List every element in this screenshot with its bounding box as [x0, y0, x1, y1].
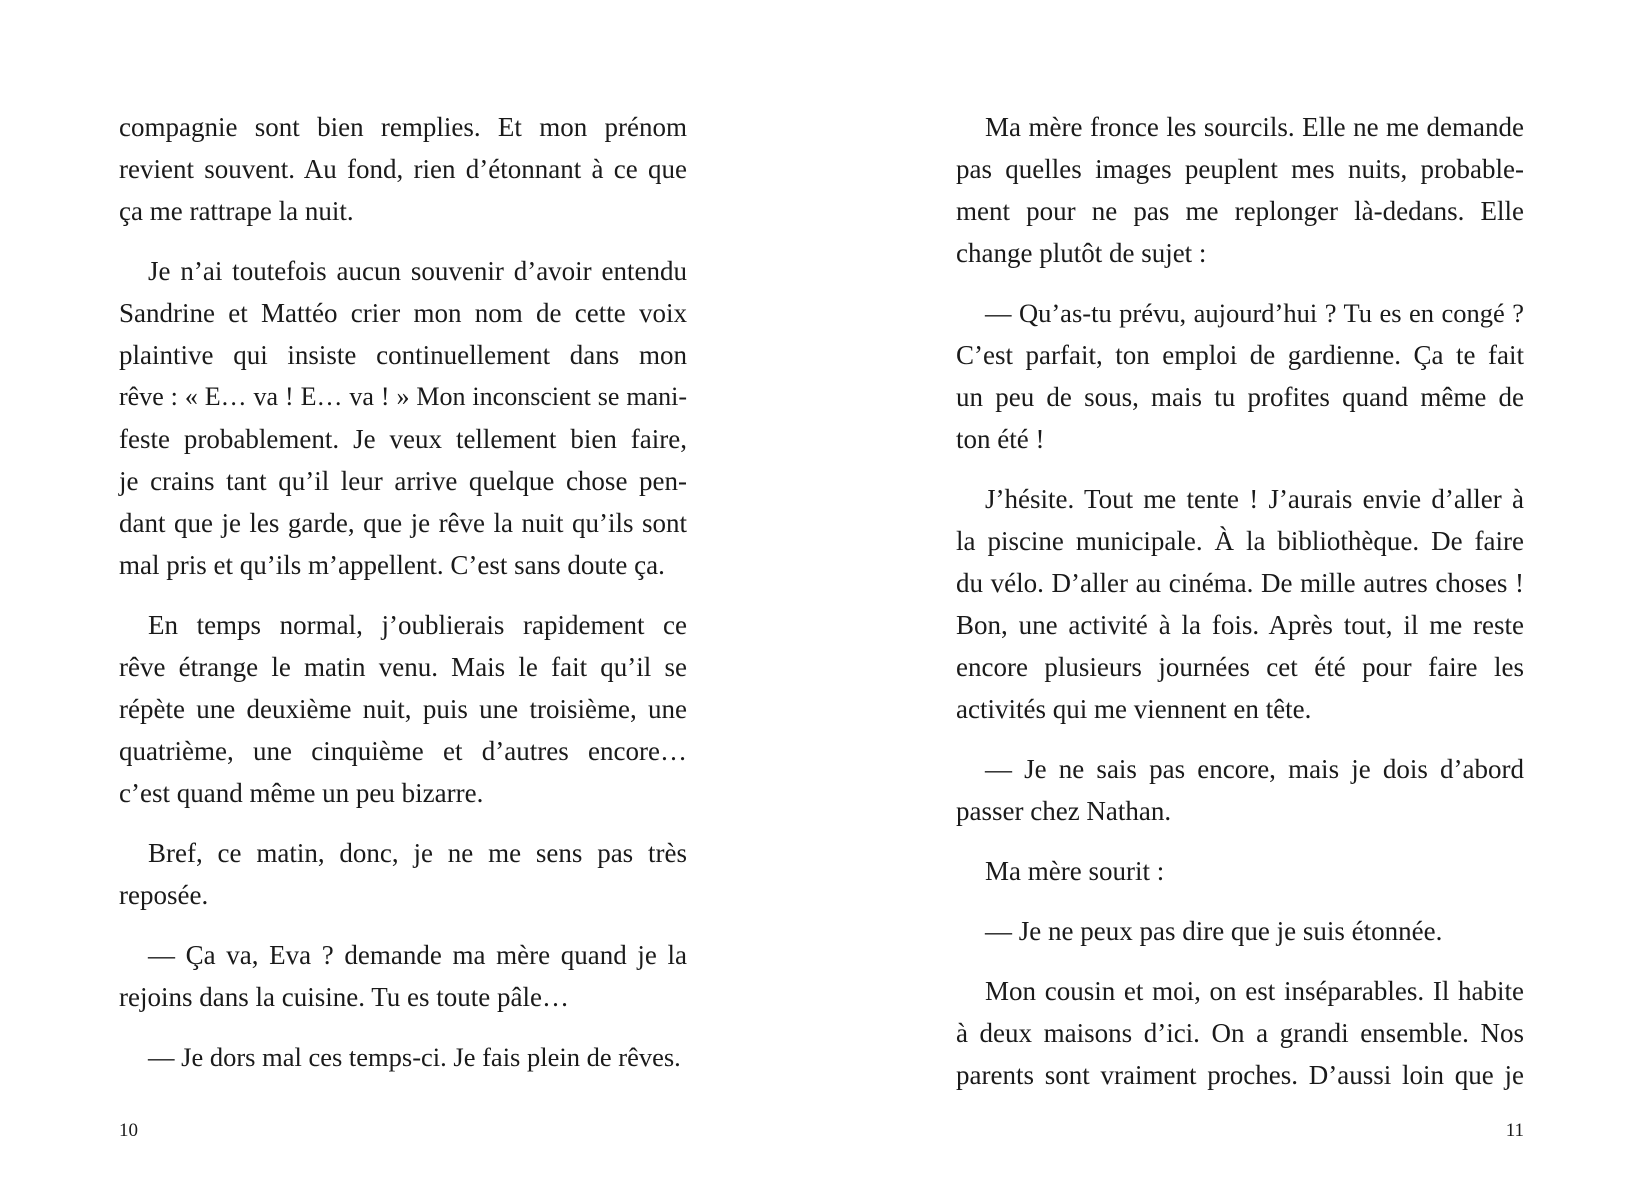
text-line: parents sont vraiment proches. D’aussi loin que je — [956, 1060, 1524, 1090]
text-line: c’est quand même un peu bizarre. — [119, 778, 484, 808]
left-page — [119, 0, 687, 1200]
text-line: Mon cousin et moi, on est inséparables. Il habite — [985, 976, 1524, 1006]
text-line: passer chez Nathan. — [956, 796, 1172, 826]
text-line: quatrième, une cinquième et d’autres encore… — [119, 736, 687, 766]
text-line: ment pour ne pas me replonger là-dedans. Elle — [956, 196, 1524, 226]
paragraph — [956, 106, 1524, 274]
text-line: la piscine municipale. À la bibliothèque. De faire — [956, 526, 1524, 556]
text-line: ton été ! — [956, 424, 1045, 454]
paragraph — [119, 250, 687, 586]
text-line: change plutôt de sujet : — [956, 238, 1207, 268]
text-line: — Je ne sais pas encore, mais je dois d’abord — [985, 754, 1524, 784]
text-line: — Je dors mal ces temps-ci. Je fais plein de rêves. — [148, 1042, 681, 1072]
text-line: Ma mère sourit : — [985, 856, 1165, 886]
text-line: mal pris et qu’ils m’appellent. C’est sans doute ça. — [119, 550, 665, 580]
text-line: Bon, une activité à la fois. Après tout, il me reste — [956, 610, 1524, 640]
paragraph — [956, 850, 1524, 892]
text-line: — Je ne peux pas dire que je suis étonnée. — [985, 916, 1443, 946]
page-number: 11 — [1505, 1120, 1524, 1141]
text-line: activités qui me viennent en tête. — [956, 694, 1312, 724]
text-line: plaintive qui insiste continuellement dans mon — [119, 340, 687, 370]
text-line: Sandrine et Mattéo crier mon nom de cette voix — [119, 298, 687, 328]
text-line: J’hésite. Tout me tente ! J’aurais envie d’aller à — [985, 484, 1524, 514]
paragraph — [119, 1036, 687, 1078]
text-line: dant que je les garde, que je rêve la nuit qu’ils sont — [119, 508, 687, 538]
paragraph — [119, 106, 687, 232]
text-line: je crains tant qu’il leur arrive quelque chose pen- — [119, 466, 687, 496]
left-page-text — [119, 106, 687, 1096]
right-page — [956, 0, 1524, 1200]
text-line: encore plusieurs journées cet été pour faire les — [956, 652, 1524, 682]
text-line: reposée. — [119, 880, 209, 910]
text-line: En temps normal, j’oublierais rapidement ce — [148, 610, 687, 640]
text-line: à deux maisons d’ici. On a grandi ensemble. Nos — [956, 1018, 1524, 1048]
text-line: un peu de sous, mais tu profites quand même de — [956, 382, 1524, 412]
text-line: Je n’ai toutefois aucun souvenir d’avoir entendu — [148, 256, 687, 286]
text-line: rêve : « E… va ! E… va ! » Mon inconscient se mani- — [119, 382, 687, 411]
right-page-text — [956, 106, 1524, 1114]
text-line: C’est parfait, ton emploi de gardienne. Ça te fait — [956, 340, 1524, 370]
text-line: — Qu’as-tu prévu, aujourd’hui ? Tu es en congé ? — [985, 298, 1524, 328]
text-line: répète une deuxième nuit, puis une troisième, une — [119, 694, 687, 724]
paragraph — [956, 910, 1524, 952]
text-line: rejoins dans la cuisine. Tu es toute pâle… — [119, 982, 569, 1012]
text-line: ça me rattrape la nuit. — [119, 196, 354, 226]
paragraph — [956, 292, 1524, 460]
paragraph — [956, 478, 1524, 730]
text-line: — Ça va, Eva ? demande ma mère quand je la — [148, 940, 687, 970]
text-line: revient souvent. Au fond, rien d’étonnant à ce que — [119, 154, 687, 184]
text-line: Ma mère fronce les sourcils. Elle ne me demande — [985, 112, 1524, 142]
text-line: du vélo. D’aller au cinéma. De mille autres choses ! — [956, 568, 1524, 598]
text-line: rêve étrange le matin venu. Mais le fait qu’il se — [119, 652, 687, 682]
page-number: 10 — [119, 1120, 138, 1141]
text-line: Bref, ce matin, donc, je ne me sens pas très — [148, 838, 687, 868]
paragraph — [119, 832, 687, 916]
paragraph — [956, 970, 1524, 1096]
paragraph — [956, 748, 1524, 832]
paragraph — [119, 934, 687, 1018]
text-line: pas quelles images peuplent mes nuits, probable- — [956, 154, 1524, 184]
text-line: compagnie sont bien remplies. Et mon prénom — [119, 112, 687, 142]
text-line: feste probablement. Je veux tellement bien faire, — [119, 424, 687, 454]
paragraph — [119, 604, 687, 814]
